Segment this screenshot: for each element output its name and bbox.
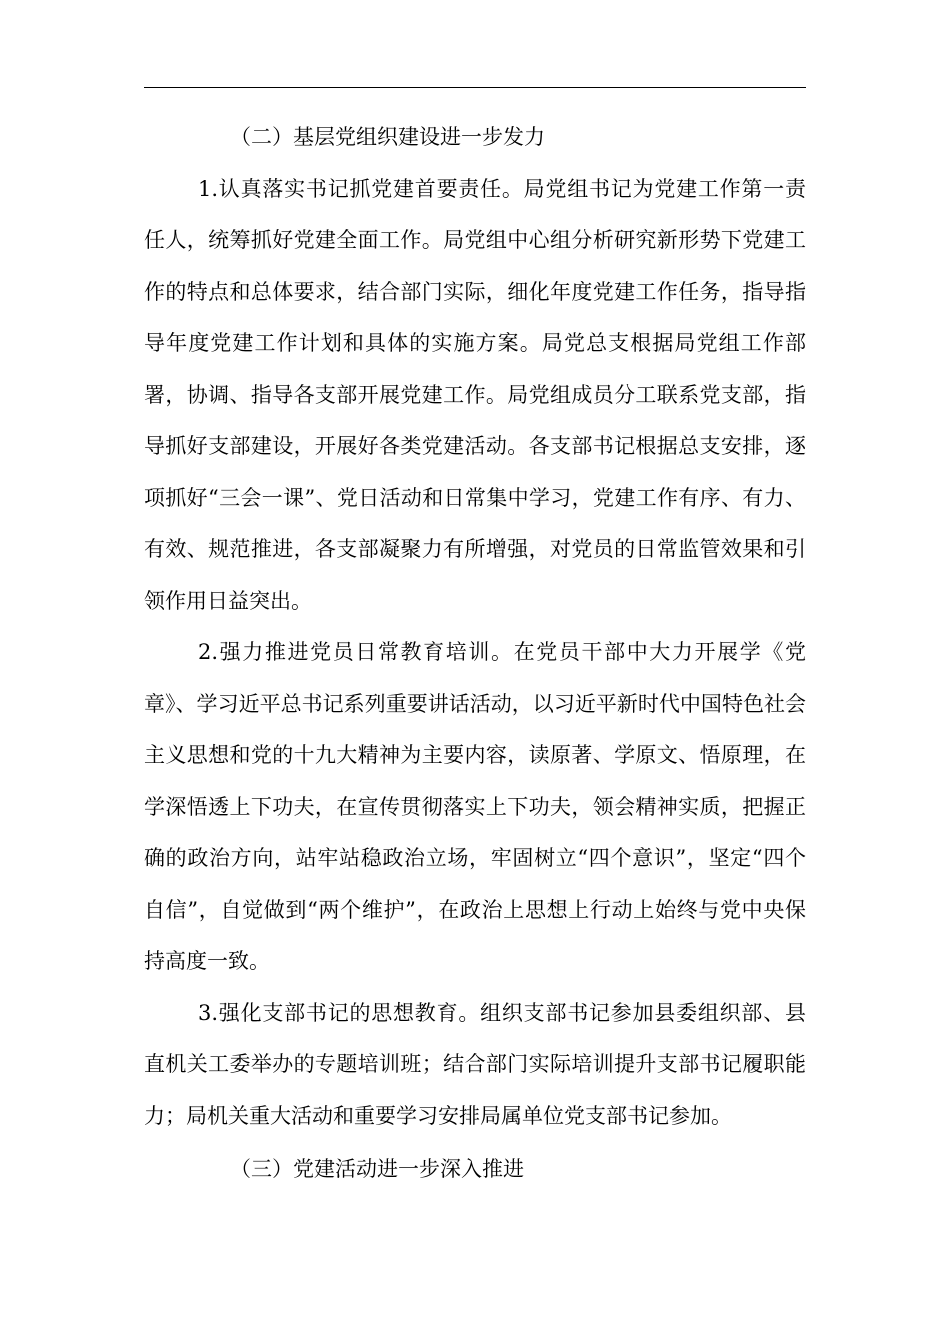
paragraph-2: 2.强力推进党员日常教育培训。在党员干部中大力开展学《党章》、学习近平总书记系列重要讲话活动，以习近平新时代中国特色社会主义思想和党的十九大精神为主要内容，读原著、学原文、悟原理，在学深悟透上下功夫，在宣传贯彻落实上下功夫，领会精神实质，把握正确的政治方向，站牢站稳政治立场，牢固树立“四个意识”，坚定“四个自信”，自觉做到“两个维护”，在政治上思想上行动上始终与党中央保持高度一致。 (144, 640, 806, 973)
section-heading-2: （二）基层党组织建设进一步发力 (230, 125, 545, 149)
section-heading-3: （三）党建活动进一步深入推进 (230, 1157, 524, 1181)
document-body (144, 112, 806, 1196)
header-rule (144, 87, 806, 88)
paragraph-3: 3.强化支部书记的思想教育。组织支部书记参加县委组织部、县直机关工委举办的专题培训班；结合部门实际培训提升支部书记履职能力；局机关重大活动和重要学习安排局属单位党支部书记参加。 (144, 1000, 806, 1128)
paragraph-1: 1.认真落实书记抓党建首要责任。局党组书记为党建工作第一责任人，统筹抓好党建全面工作。局党组中心组分析研究新形势下党建工作的特点和总体要求，结合部门实际，细化年度党建工作任务，指导指导年度党建工作计划和具体的实施方案。局党总支根据局党组工作部署，协调、指导各支部开展党建工作。局党组成员分工联系党支部，指导抓好支部建设，开展好各类党建活动。各支部书记根据总支安排，逐项抓好“三会一课”、党日活动和日常集中学习，党建工作有序、有力、有效、规范推进，各支部凝聚力有所增强，对党员的日常监管效果和引领作用日益突出。 (144, 176, 806, 613)
